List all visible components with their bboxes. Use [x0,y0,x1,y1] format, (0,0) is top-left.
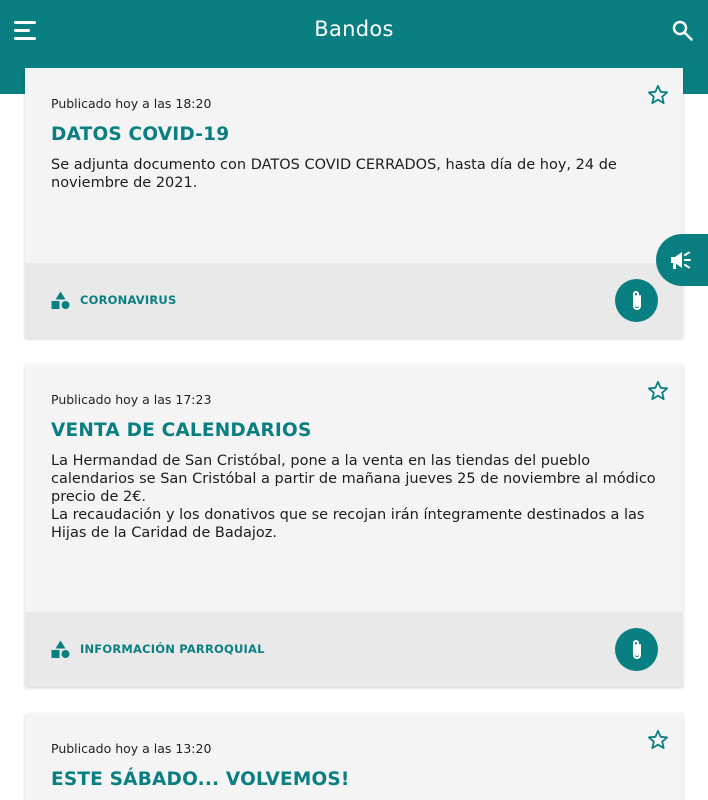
bando-body: La Hermandad de San Cristóbal, pone a la venta en las tiendas del pueblo calendarios se San Cristóbal a partir de mañana jueves 25 de noviembre al módico precio de 2€. La recaudación y los donativos que se recojan irán íntegramente destinados a las Hijas de la Caridad de Badajoz. [51,453,656,541]
publish-date: Publicado hoy a las 17:23 [51,392,212,407]
megaphone-icon [669,249,693,271]
bando-card[interactable] [25,364,683,687]
bando-card[interactable] [25,68,683,338]
publish-date: Publicado hoy a las 18:20 [51,96,212,111]
bando-title[interactable]: ESTE SÁBADO... VOLVEMOS! [51,769,350,790]
attachment-button[interactable] [615,628,658,671]
page-title: Bandos [314,17,394,41]
star-outline-icon[interactable] [646,379,670,403]
bando-title[interactable]: DATOS COVID-19 [51,124,230,145]
bando-card[interactable] [25,713,683,800]
star-outline-icon[interactable] [646,728,670,752]
card-footer [25,263,683,338]
star-outline-icon[interactable] [646,83,670,107]
category-label[interactable]: INFORMACIÓN PARROQUIAL [80,642,265,656]
announcement-button[interactable] [656,234,708,286]
search-icon[interactable] [672,20,693,41]
shapes-icon [51,291,70,310]
card-footer [25,612,683,687]
attachment-button[interactable] [615,279,658,322]
bando-body: Se adjunta documento con DATOS COVID CERRADOS, hasta día de hoy, 24 de noviembre de 2021. [51,157,617,191]
paperclip-icon [626,289,648,313]
shapes-icon [51,640,70,659]
category-label[interactable]: CORONAVIRUS [80,293,177,307]
publish-date: Publicado hoy a las 13:20 [51,741,212,756]
paperclip-icon [626,638,648,662]
bando-title[interactable]: VENTA DE CALENDARIOS [51,420,312,441]
